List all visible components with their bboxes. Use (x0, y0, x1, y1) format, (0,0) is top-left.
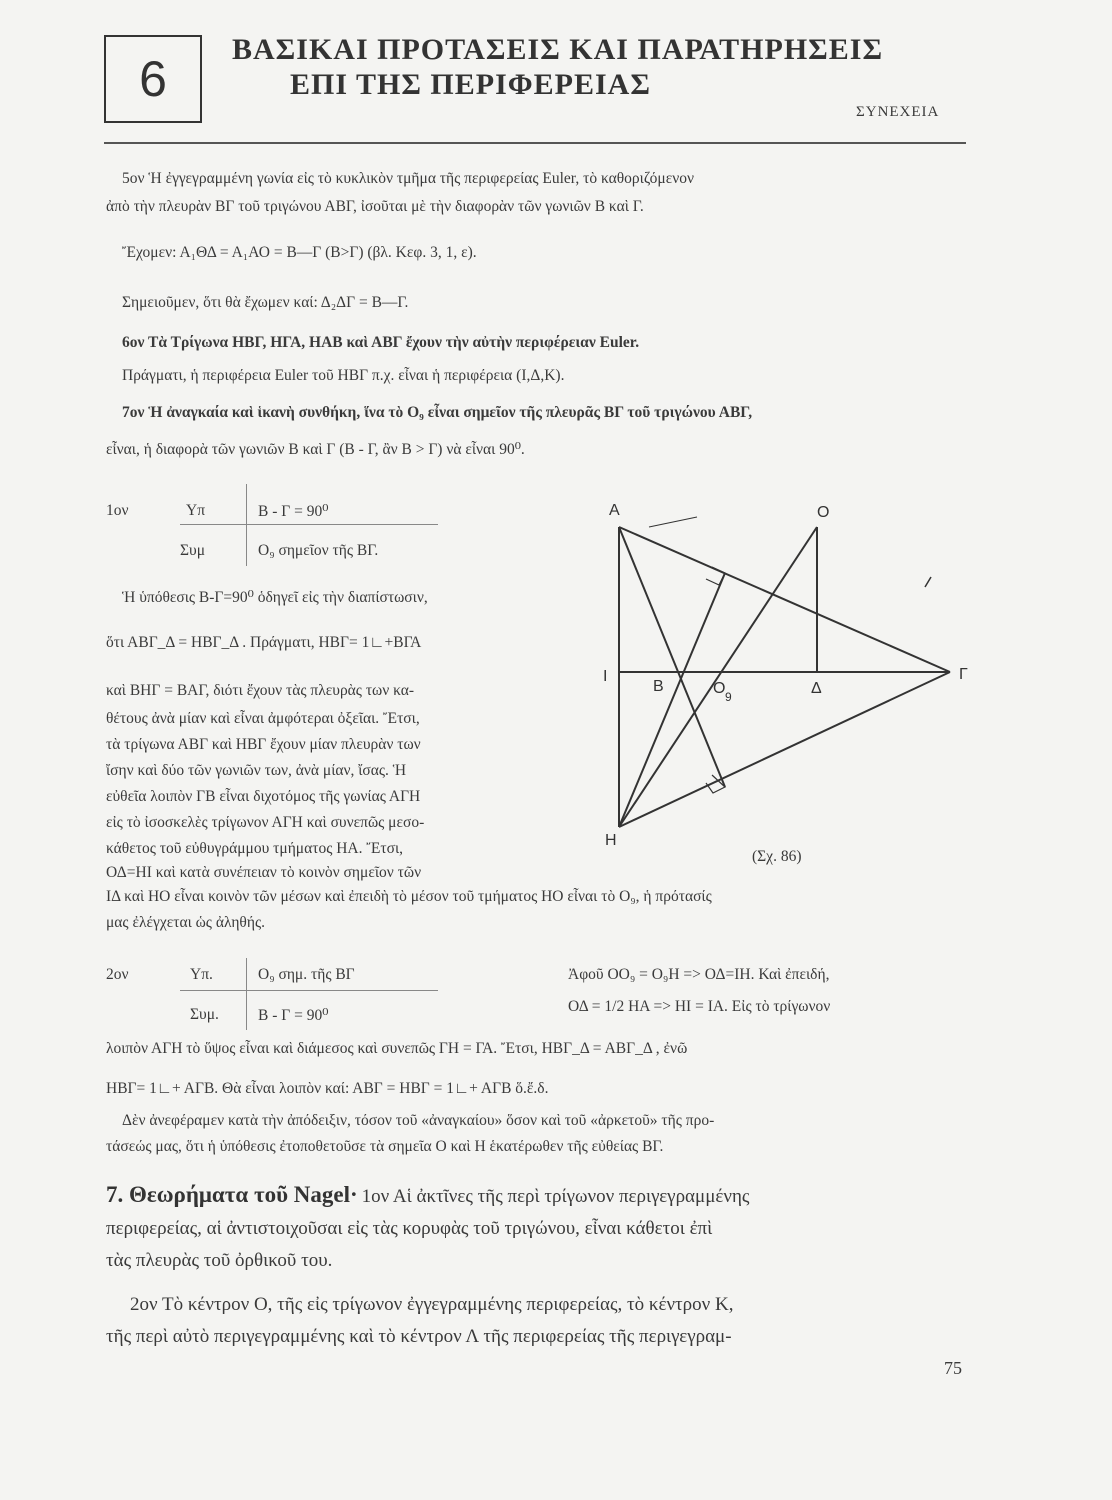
case1-table-vline (246, 484, 247, 566)
case1-label: 1ον (106, 502, 129, 519)
label-I: I (603, 668, 608, 685)
label-B: B (653, 678, 664, 695)
case2-table-hline (180, 990, 438, 991)
chapter-title-line2: ΕΠΙ ΤΗΣ ΠΕΡΙΦΕΡΕΙΑΣ (290, 68, 651, 101)
proof1-line9: κάθετος τοῦ εὐθυγράμμου τμήματος ΗΑ. Ἔτσι, (106, 840, 404, 857)
section7-heading: 7. Θεωρήματα τοῦ Nagel· (106, 1182, 358, 1207)
case2-concl-value: Β - Γ = 90⁰ (258, 1007, 329, 1024)
label-O9: O (713, 680, 726, 697)
case1-concl-label: Συμ (180, 542, 206, 559)
case2-table-vline (246, 958, 247, 1030)
proof1-line4: θέτους ἀνὰ μίαν καὶ εἶναι ἀμφότεραι ὀξεῖαι. Ἔτσι, (106, 710, 420, 727)
remark-line1: Δὲν ἀνεφέραμεν κατὰ τὴν ἀπόδειξιν, τόσον τοῦ «ἀναγκαίου» ὅσον καὶ τοῦ «ἀρκετοῦ» τῆς προ- (122, 1112, 715, 1129)
proof1-line8: εἰς τὸ ἰσοσκελὲς τρίγωνον ΑΓΗ καὶ συνεπῶς μεσο- (106, 814, 425, 831)
item7-line2: εἶναι, ἡ διαφορὰ τῶν γωνιῶν Β καὶ Γ (Β - Γ, ἂν Β > Γ) νὰ εἶναι 90⁰. (106, 441, 525, 458)
side-HG (619, 672, 950, 827)
figure-caption: (Σχ. 86) (752, 848, 802, 865)
proof2-full2: ΗΒΓ= 1∟+ ΑΓΒ. Θὰ εἶναι λοιπὸν καί: ΑΒΓ = ΗΒΓ = 1∟+ ΑΓΒ ὅ.ἔ.δ. (106, 1080, 549, 1097)
figure-86 (595, 495, 975, 865)
case1-hyp-label: Υπ (186, 502, 206, 519)
proof1-line10: ΟΔ=ΗΙ καὶ κατὰ συνέπειαν τὸ κοινὸν σημεῖον τῶν (106, 864, 422, 881)
item5-line4: Σημειοῦμεν, ὅτι θὰ ἔχωμεν καί: Δ₂ΔΓ = Β—Γ. (122, 294, 409, 311)
section7-line3: τὰς πλευρὰς τοῦ ὀρθικοῦ του. (106, 1250, 333, 1271)
proof1-line1: Ἡ ὑπόθεσις Β-Γ=90⁰ ὁδηγεῖ εἰς τὴν διαπίστωσιν, (122, 589, 428, 606)
case2-concl-label: Συμ. (190, 1006, 219, 1023)
label-H: H (605, 832, 617, 849)
section7-line2: περιφερείας, αἱ ἀντιστοιχοῦσαι εἰς τὰς κορυφὰς τοῦ τριγώνου, εἶναι κάθετοι ἐπὶ (106, 1218, 713, 1239)
continuation-label: ΣΥΝΕΧΕΙΑ (856, 104, 940, 120)
item6-line2: Πράγματι, ἡ περιφέρεια Euler τοῦ ΗΒΓ π.χ. εἶναι ἡ περιφέρεια (Ι,Δ,Κ). (122, 367, 565, 384)
label-O9-subscript: 9 (725, 690, 732, 704)
item5-line2: ἀπὸ τὴν πλευρὰν ΒΓ τοῦ τριγώνου ΑΒΓ, ἰσοῦται μὲ τὴν διαφορὰν τῶν γωνιῶν Β καὶ Γ. (106, 198, 644, 215)
case1-hyp-value: Β - Γ = 90⁰ (258, 503, 329, 520)
tick-mark-top (649, 517, 697, 527)
case2-hyp-label: Υπ. (190, 966, 213, 983)
label-A: A (609, 502, 620, 519)
label-O: O (817, 504, 830, 521)
item7-line1: 7ον Ἡ ἀναγκαία καὶ ἱκανὴ συνθήκη, ἵνα τὸ Ο₉ εἶναι σημεῖον τῆς πλευρᾶς ΒΓ τοῦ τριγώνου ΑΒΓ, (122, 404, 753, 421)
chapter-number-box (104, 35, 202, 123)
proof1-line6: ἴσην καὶ δύο τῶν γωνιῶν των, ἀνὰ μίαν, ἴσας. Ἡ (106, 762, 407, 779)
item5-line1: 5ον Ἡ ἐγγεγραμμένη γωνία εἰς τὸ κυκλικὸν τμῆμα τῆς περιφερείας Euler, τὸ καθοριζόμενον (122, 170, 695, 187)
proof1-full2: μας ἐλέγχεται ὡς ἀληθής. (106, 914, 265, 931)
tick-mark-right (925, 577, 931, 587)
proof1-full1: ΙΔ καὶ ΗΟ εἶναι κοινὸν τῶν μέσων καὶ ἐπειδὴ τὸ μέσον τοῦ τμήματος ΗΟ εἶναι τὸ Ο₉, ἡ πρότασίς (106, 888, 712, 905)
case2-label: 2ον (106, 966, 129, 983)
proof1-line5: τὰ τρίγωνα ΑΒΓ καὶ ΗΒΓ ἔχουν μίαν πλευρὰν των (106, 736, 421, 753)
header-rule (104, 142, 966, 144)
item5-line3: Ἔχομεν: Α₁ΘΔ = Α₁ΑΟ = Β—Γ (Β>Γ) (βλ. Κεφ. 3, 1, ε). (122, 244, 477, 261)
case1-concl-value: Ο₉ σημεῖον τῆς ΒΓ. (258, 542, 379, 559)
chapter-number: 6 (139, 51, 167, 107)
label-D: Δ (811, 680, 822, 697)
case1-table-hline (180, 524, 438, 525)
label-G: Γ (959, 666, 968, 683)
proof1-line7: εὐθεῖα λοιπὸν ΓΒ εἶναι διχοτόμος τῆς γωνίας ΑΓΗ (106, 788, 421, 805)
section7-line1-rest: 1ον Αἱ ἀκτῖνες τῆς περὶ τρίγωνον περιγεγραμμένης (361, 1186, 750, 1207)
proof1-line3: καὶ ΒΗΓ = ΒΑΓ, διότι ἔχουν τὰς πλευρὰς των κα- (106, 682, 415, 699)
proof2-right-line2: ΟΔ = 1/2 ΗΑ => ΗΙ = ΙΑ. Εἰς τὸ τρίγωνον (568, 998, 831, 1015)
page-number: 75 (944, 1358, 962, 1378)
line-H-foot (619, 573, 725, 827)
section7-line4: 2ον Τὸ κέντρον Ο, τῆς εἰς τρίγωνον ἐγγεγραμμένης περιφερείας, τὸ κέντρον Κ, (130, 1294, 734, 1315)
proof2-full1: λοιπὸν ΑΓΗ τὸ ὕψος εἶναι καὶ διάμεσος καὶ συνεπῶς ΓΗ = ΓΑ. Ἔτσι, ΗΒΓ_Δ = ΑΒΓ_Δ , ἐνῶ (106, 1040, 688, 1057)
proof2-right-line1: Ἀφοῦ ΟΟ₉ = Ο₉Η => ΟΔ=ΙΗ. Καὶ ἐπειδή, (568, 966, 830, 983)
case2-hyp-value: Ο₉ σημ. τῆς ΒΓ (258, 966, 355, 983)
item6-line1: 6ον Τὰ Τρίγωνα ΗΒΓ, ΗΓΑ, ΗΑΒ καὶ ΑΒΓ ἔχουν τὴν αὐτὴν περιφέρειαν Euler. (122, 334, 640, 351)
section7-line5: τῆς περὶ αὐτὸ περιγεγραμμένης καὶ τὸ κέντρον Λ τῆς περιφερείας τῆς περιγεγραμ- (106, 1326, 732, 1347)
remark-line2: τάσεώς μας, ὅτι ἡ ὑπόθεσις ἐτοποθετοῦσε τὰ σημεῖα Ο καὶ Η ἑκατέρωθεν τῆς εὐθείας ΒΓ. (106, 1138, 664, 1155)
proof1-line2: ὅτι ΑΒΓ_Δ = ΗΒΓ_Δ . Πράγματι, ΗΒΓ= 1∟+ΒΓΑ (106, 634, 422, 651)
section7-line1 (106, 1182, 749, 1208)
line-HO (619, 527, 817, 827)
chapter-title-line1: ΒΑΣΙΚΑΙ ΠΡΟΤΑΣΕΙΣ ΚΑΙ ΠΑΡΑΤΗΡΗΣΕΙΣ (232, 33, 884, 66)
